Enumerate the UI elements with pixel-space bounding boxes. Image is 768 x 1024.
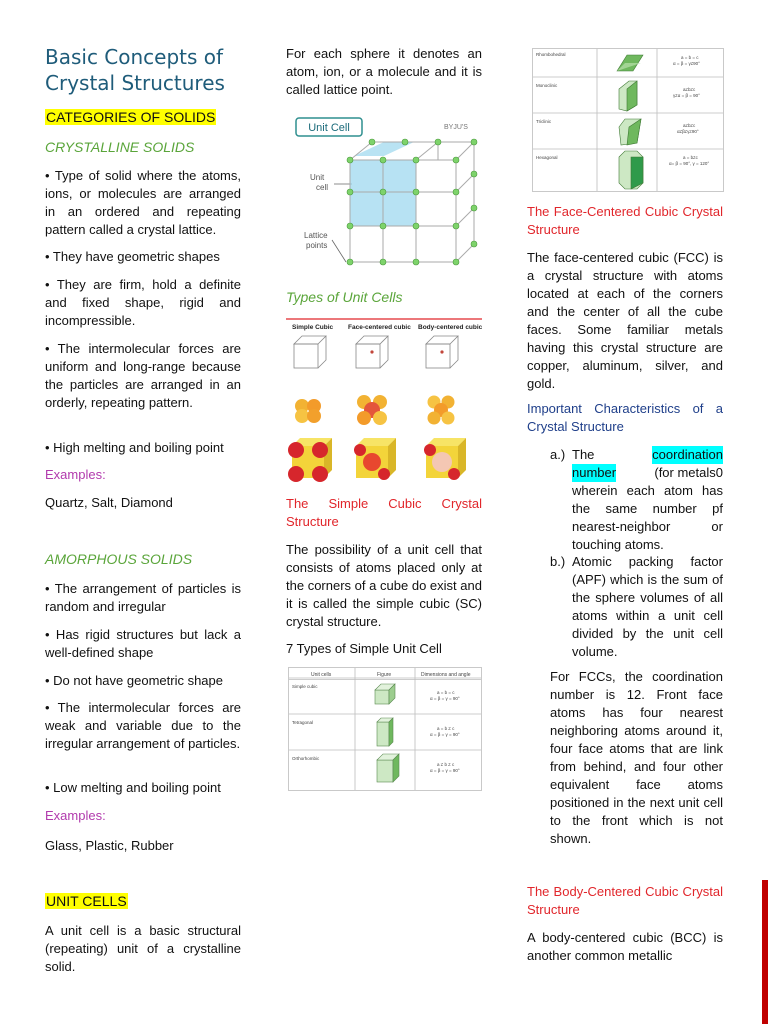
unit-cell-table-1 [288, 667, 482, 791]
list-item-a-rest: wherein each atom has the same number pf nearest-neighbor or touching atoms. [572, 483, 723, 552]
types-header-simple: Simple Cubic [292, 324, 334, 331]
lattice-point-text: For each sphere it denotes an atom, ion, or a molecule and it is called lattice point. [286, 46, 482, 97]
table1-cube-tetragonal [377, 718, 393, 746]
types-heading: Types of Unit Cells [286, 289, 403, 305]
table1-header-figure: Figure [377, 672, 392, 678]
unit-cell-lattice-diagram [294, 112, 478, 276]
table1-row1-dim2: α = β = γ = 90° [430, 696, 460, 701]
bcc-cut [424, 438, 466, 480]
table2-row3-dim1: a≠b≠c [683, 123, 696, 128]
amorphous-bullet-3: • Do not have geometric shape [45, 673, 223, 688]
unit-cells-heading: UNIT CELLS [46, 893, 127, 909]
table2-row1-dim1: a = b = c [681, 55, 699, 60]
table1-cube-orthorhombic [377, 754, 399, 782]
bcc-heading: The Body-Centered Cubic Crystal Structure [527, 884, 723, 917]
table2-row4-dim1: a = b≠c [683, 155, 698, 160]
table2-row2-name: Monoclinic [536, 83, 558, 88]
table1-row3-name: Orthorhombic [292, 756, 320, 761]
table1-cube-simple [375, 684, 395, 704]
amorphous-bullet-4: • The intermolecular forces are weak and variable due to the irregular arrangement of particles. [45, 700, 241, 751]
bcc-text: A body-centered cubic (BCC) is another common metallic [527, 930, 723, 963]
crystalline-bullet-4: • The intermolecular forces are uniform and long-range because the particles are arranged in an orderly, repeating pattern. [45, 341, 241, 410]
table1-row1-dim1: a = b = c [437, 690, 455, 695]
page-title [45, 44, 245, 96]
table1-row3-dim1: a ≠ b ≠ c [437, 762, 455, 767]
table1-header-dimensions: Dimensions and angle [421, 672, 471, 678]
amorphous-bullet-5: • Low melting and boiling point [45, 780, 221, 795]
fcc-coordination-text: For FCCs, the coordination number is 12. Front face atoms has four nearest neighboring atoms around it, four face atoms that are link from behind, and four other equivalent face atoms positioned in the next unit cell to the front which is not shown. [550, 669, 723, 846]
lattice-label: Lattice [304, 231, 328, 240]
table2-row4-name: Hexagonal [536, 155, 558, 160]
bcc-spheres [428, 396, 455, 425]
simple-cubic-text: The possibility of a unit cell that consists of atoms placed only at the corners of a cube do exist and it is called the simple cubic (SC) crystal structure. [286, 542, 482, 629]
list-item-a-pre: The [572, 447, 595, 462]
page-title-line-1: Basic Concepts of [45, 45, 224, 69]
cell-label: cell [316, 183, 329, 192]
simple-cubic-spheres [295, 399, 321, 423]
table2-row2-dim2: γ≠α = β = 90° [673, 93, 700, 98]
table1-row3-dim2: α = β = γ = 90° [430, 768, 460, 773]
page-title-line-2: Crystal Structures [45, 71, 225, 95]
unit-cell-table-2 [532, 48, 724, 192]
fcc-cut [354, 438, 396, 480]
unit-cells-text: A unit cell is a basic structural (repeating) unit of a crystalline solid. [45, 923, 241, 974]
types-header-bcc: Body-centered cubic [418, 324, 482, 331]
table2-rhombohedral-shape [617, 55, 643, 71]
byjus-logo: BYJU'S [444, 124, 468, 131]
unit-cell-figure [294, 112, 478, 276]
unit-label: Unit [310, 173, 325, 182]
list-item-b: Atomic packing factor (APF) which is the sum of the sphere volumes of all atoms within a unit cell divided by the unit cell volume. [572, 554, 723, 659]
table1-row2-dim1: a = b ≠ c [437, 726, 455, 731]
crystalline-bullet-1: • Type of solid where the atoms, ions, or molecules are arranged in an ordered and repeating pattern called a crystal lattice. [45, 168, 241, 237]
list-item-a-post: (for metals0 [654, 465, 723, 480]
coordination-highlight: coordination [652, 447, 723, 462]
list-marker-a: a.) [550, 447, 566, 462]
amorphous-bullet-2: • Has rigid structures but lack a well-defined shape [45, 627, 241, 660]
crystalline-bullet-2: • They have geometric shapes [45, 249, 220, 264]
table2-row3-name: Triclinic [536, 119, 552, 124]
table2-row1-name: Rhombohedral [536, 52, 566, 57]
unit-cell-badge: Unit Cell [308, 122, 350, 134]
amorphous-examples-label: Examples: [45, 808, 106, 823]
page-edge-bar [762, 880, 768, 1024]
table2-row1-dim2: α = β = γ≠90° [673, 61, 700, 66]
crystalline-bullet-3: • They are firm, hold a definite and fixed shape, rigid and incompressible. [45, 277, 241, 328]
crystalline-heading: CRYSTALLINE SOLIDS [45, 139, 195, 155]
types-of-unit-cells-figure [286, 316, 482, 486]
table1-row2-name: Tetragonal [292, 720, 314, 725]
table2-triclinic-shape [619, 119, 641, 145]
points-label: points [306, 241, 328, 250]
crystalline-bullet-5: • High melting and boiling point [45, 440, 224, 455]
table1-header-unit-cells: Unit cells [311, 672, 332, 678]
amorphous-heading: AMORPHOUS SOLIDS [45, 551, 193, 567]
crystalline-examples: Quartz, Salt, Diamond [45, 495, 173, 510]
list-marker-b: b.) [550, 554, 566, 569]
table2-row4-dim2: α= β = 90°, γ = 120° [669, 161, 710, 166]
simple-cubic-cut [288, 438, 332, 482]
fcc-spheres [357, 395, 387, 425]
seven-types-caption: 7 Types of Simple Unit Cell [286, 641, 442, 656]
amorphous-bullet-1: • The arrangement of particles is random and irregular [45, 581, 241, 614]
important-characteristics-heading: Important Characteristics of a Crystal Structure [527, 401, 723, 434]
number-highlight: number [572, 465, 617, 480]
table1-row1-name: Simple cubic [292, 684, 318, 689]
table2-row3-dim2: α≠β≠γ≠90° [677, 129, 699, 134]
table2-hexagonal-shape [619, 151, 643, 189]
amorphous-examples: Glass, Plastic, Rubber [45, 838, 174, 853]
simple-cubic-heading: The Simple Cubic Crystal Structure [286, 496, 482, 529]
crystalline-examples-label: Examples: [45, 467, 106, 482]
fcc-heading: The Face-Centered Cubic Crystal Structure [527, 204, 723, 237]
table2-row2-dim1: a≠b≠c [683, 87, 696, 92]
categories-heading: CATEGORIES OF SOLIDS [46, 109, 216, 125]
table1-row2-dim2: α = β = γ = 90° [430, 732, 460, 737]
fcc-text: The face-centered cubic (FCC) is a crystal structure with atoms located at each of the corners and the center of all the cube faces. Some familiar metals having this crystal structure are copper, aluminum, silver, and gold. [527, 250, 723, 391]
types-header-fcc: Face-centered cubic [348, 324, 411, 331]
table2-monoclinic-shape [619, 81, 637, 111]
list-item-a [572, 446, 723, 554]
